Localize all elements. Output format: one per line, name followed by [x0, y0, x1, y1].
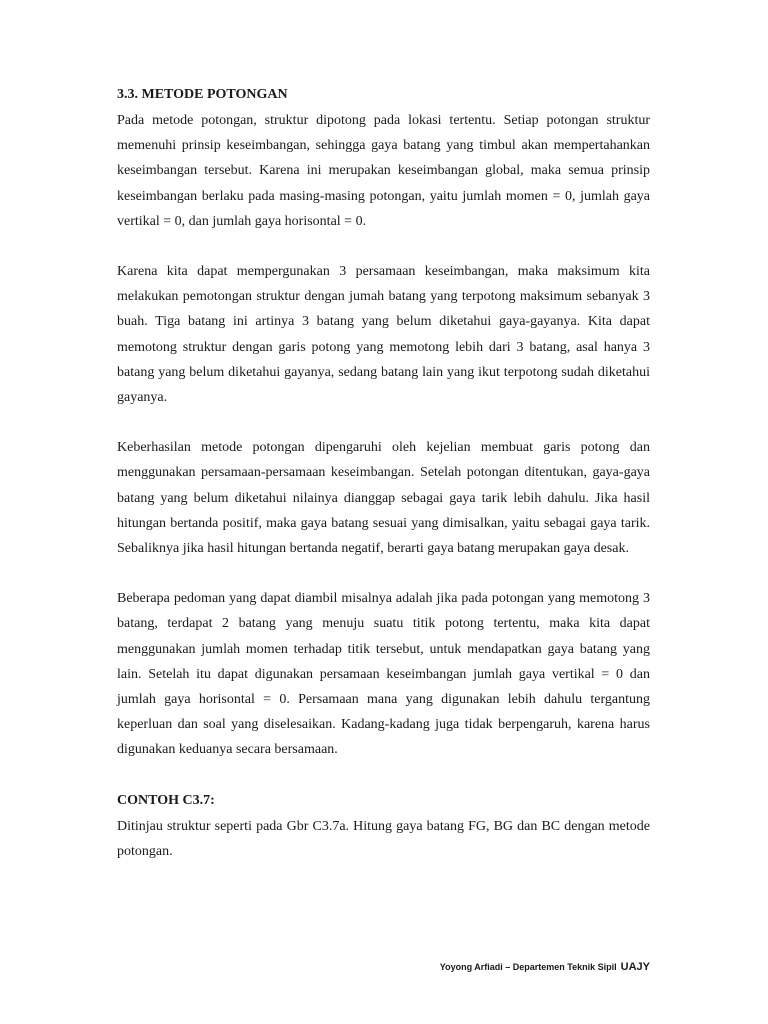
footer-author: Yoyong Arfiadi – Departemen Teknik Sipil: [439, 962, 617, 972]
document-page: [117, 82, 650, 864]
example-heading: CONTOH C3.7:: [117, 792, 215, 808]
example-text: Ditinjau struktur seperti pada Gbr C3.7a. Hitung gaya batang FG, BG dan BC dengan metode potongan.: [117, 818, 650, 859]
paragraph-2: Karena kita dapat mempergunakan 3 persamaan keseimbangan, maka maksimum kita melakukan pemotongan struktur dengan jumah batang yang terpotong maksimum sebanyak 3 buah. Tiga batang ini artinya 3 batang yang belum diketahui gaya-gayanya. Kita dapat memotong struktur dengan garis potong yang memotong lebih dari 3 batang, asal hanya 3 batang yang belum diketahui gayanya, sedang batang lain yang ikut terpotong sudah diketahui gayanya.: [117, 264, 650, 406]
footer-institution: UAJY: [620, 961, 650, 973]
paragraph-1: Pada metode potongan, struktur dipotong pada lokasi tertentu. Setiap potongan struktur memenuhi prinsip keseimbangan, sehingga gaya batang yang timbul akan mempertahankan keseimbangan tersebut. Karena ini merupakan keseimbangan global, maka semua prinsip keseimbangan berlaku pada masing-masing potongan, yaitu jumlah momen = 0, jumlah gaya vertikal = 0, dan jumlah gaya horisontal = 0.: [117, 113, 650, 229]
paragraph-spacer: [117, 410, 650, 435]
section-heading: 3.3. METODE POTONGAN: [117, 87, 288, 102]
paragraph-spacer: [117, 763, 650, 788]
paragraph-spacer: [117, 561, 650, 586]
paragraph-3: Keberhasilan metode potongan dipengaruhi oleh kejelian membuat garis potong dan menggunakan persamaan-persamaan keseimbangan. Setelah potongan ditentukan, gaya-gaya batang yang belum diketahui nilainya dianggap sebagai gaya tarik lebih dahulu. Jika hasil hitungan bertanda positif, maka gaya batang sesuai yang dimisalkan, yaitu sebagai gaya tarik. Sebaliknya jika hasil hitungan bertanda negatif, berarti gaya batang merupakan gaya desak.: [117, 440, 650, 557]
paragraph-4: Beberapa pedoman yang dapat diambil misalnya adalah jika pada potongan yang memotong 3 batang, terdapat 2 batang yang menuju suatu titik potong tertentu, maka kita dapat menggunakan jumlah momen terhadap titik tersebut, untuk mendapatkan gaya batang yang lain. Setelah itu dapat digunakan persamaan keseimbangan jumlah gaya vertikal = 0 dan jumlah gaya horisontal = 0. Persamaan mana yang digunakan lebih dahulu tergantung keperluan dan soal yang diselesaikan. Kadang-kadang juga tidak berpengaruh, karena harus digunakan keduanya secara bersamaan.: [117, 591, 650, 758]
paragraph-spacer: [117, 234, 650, 259]
page-footer: [440, 961, 650, 973]
